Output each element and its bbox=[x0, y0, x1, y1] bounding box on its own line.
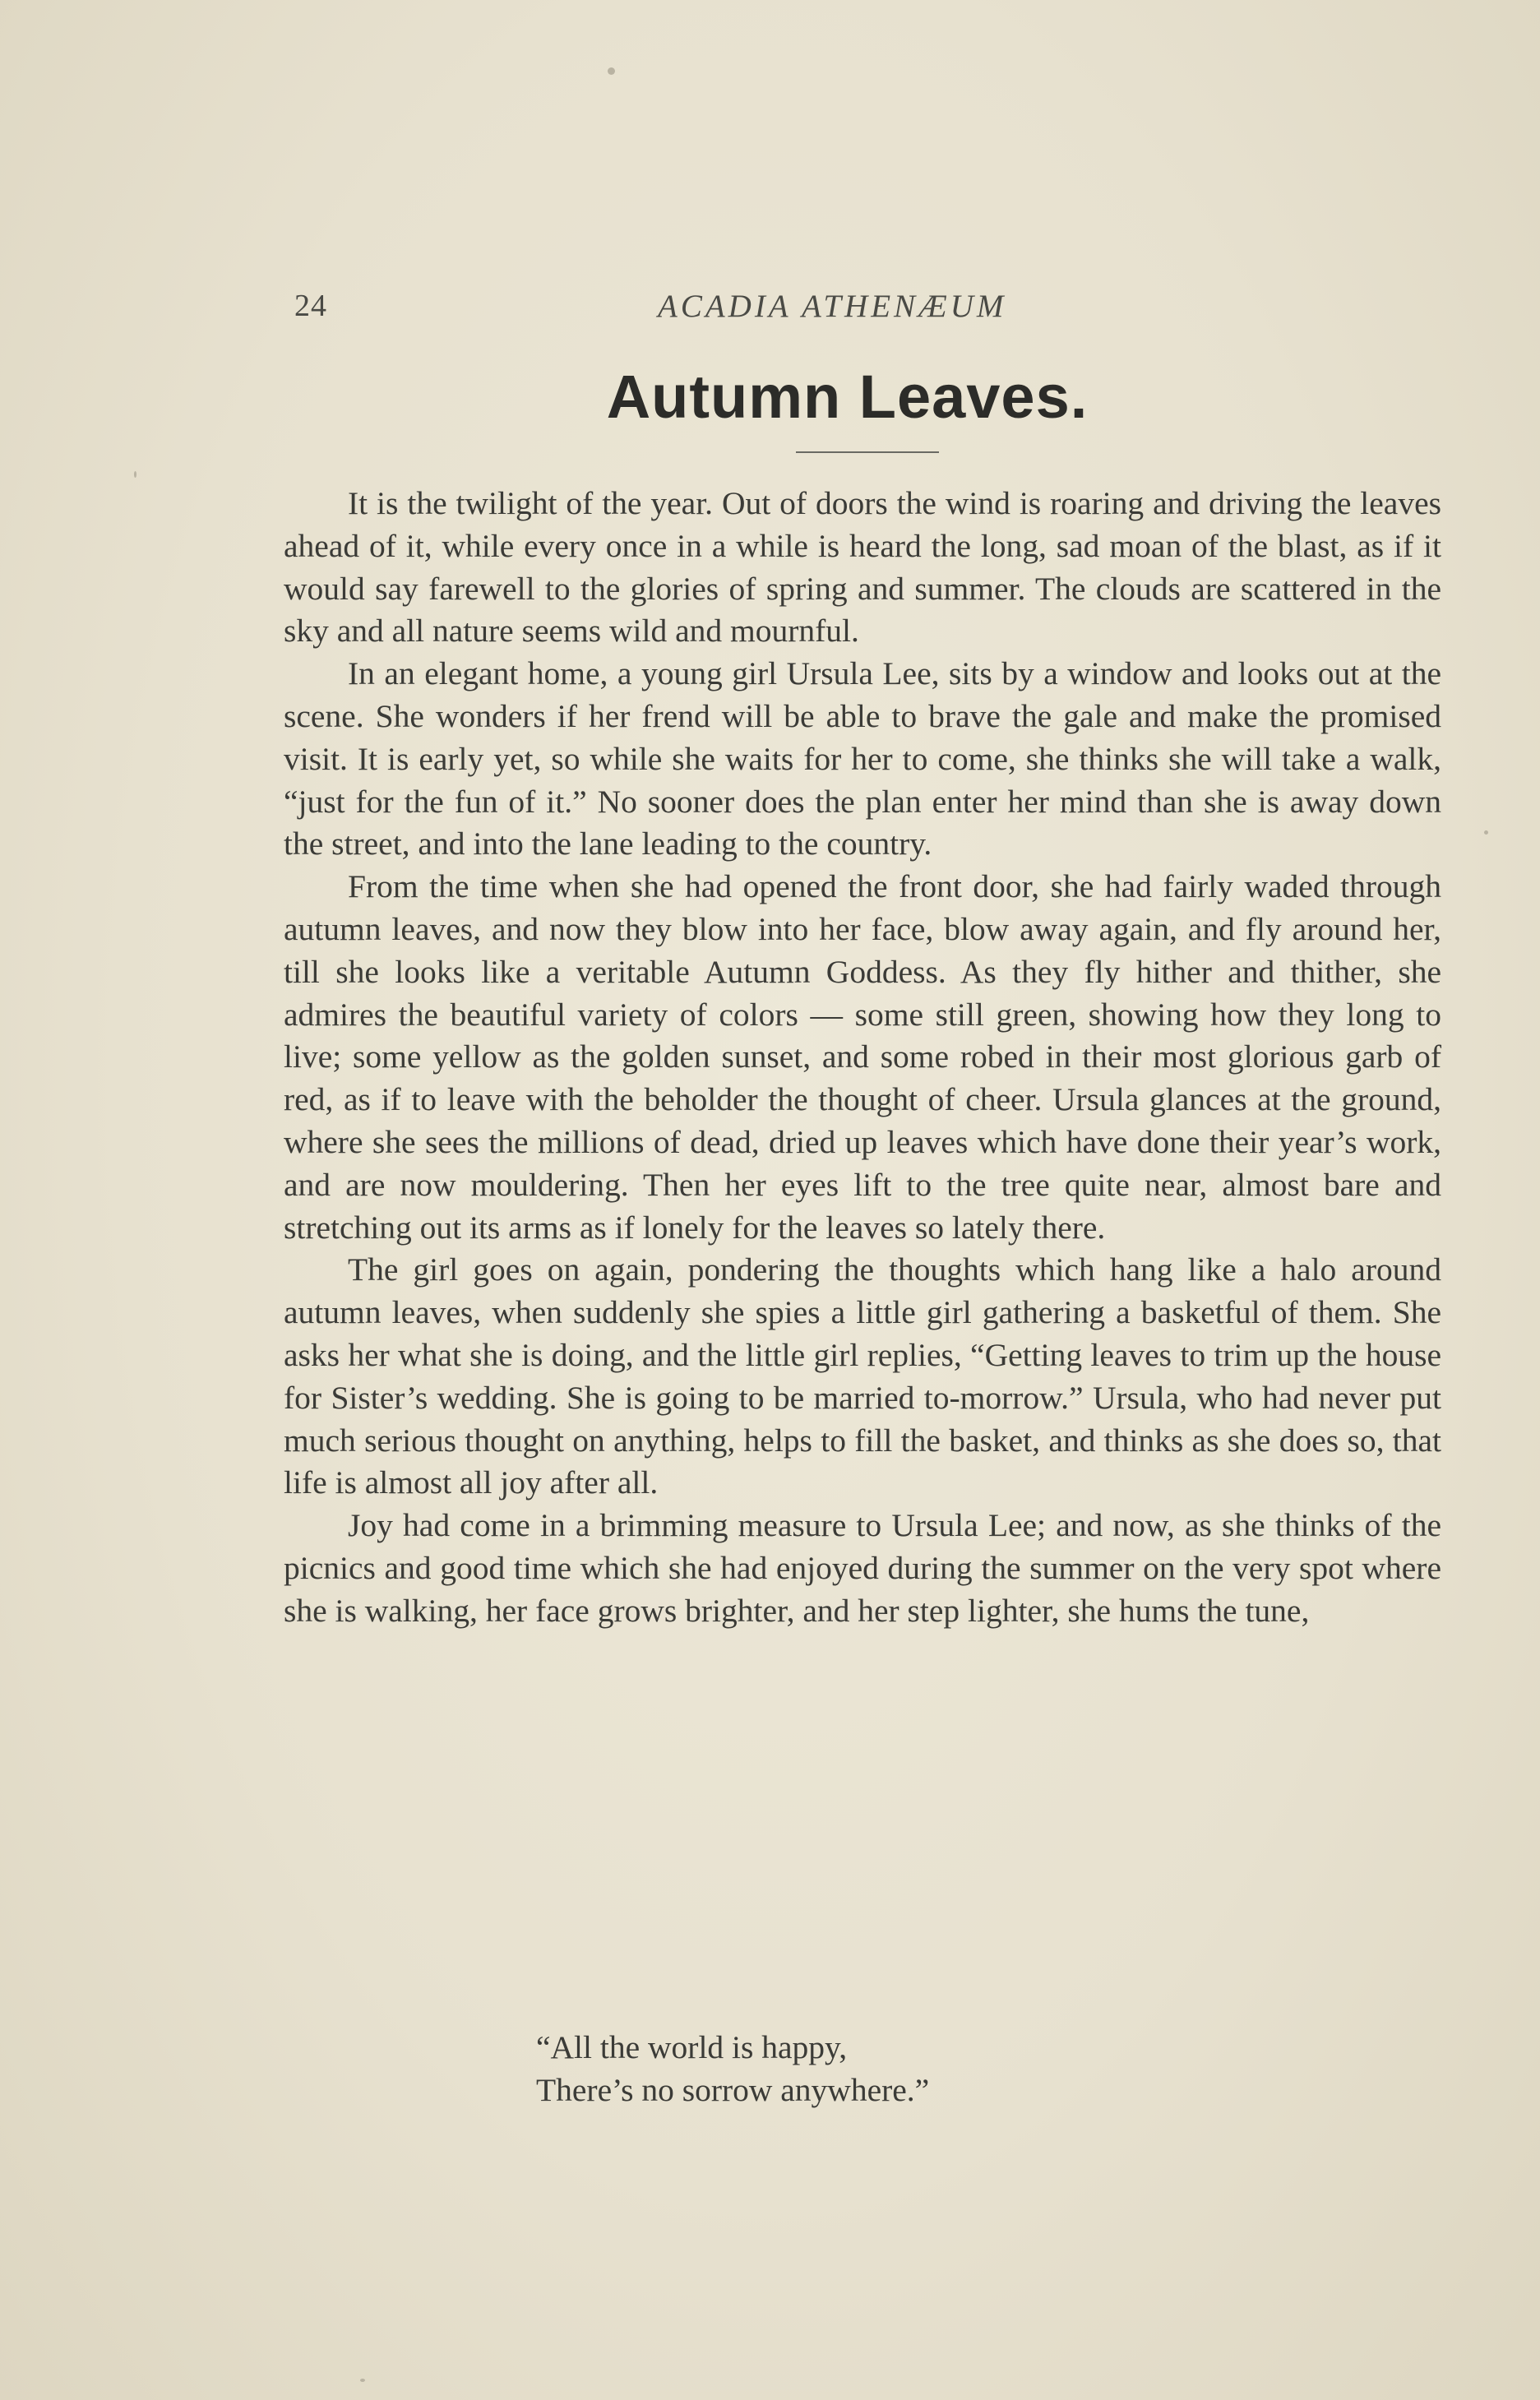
paper-speck bbox=[608, 67, 615, 75]
paragraph: Joy had come in a brimming measure to Ursula Lee; and now, as she thinks of the picnics and good time which she had enjoyed during the summer on the very spot where she is walking, her face grows brighter, and her step lighter, she hums the tune, bbox=[284, 1507, 1441, 1629]
verse-quote bbox=[536, 2027, 929, 2112]
title-divider bbox=[796, 451, 939, 453]
paragraph: From the time when she had opened the front door, she had fairly waded through autumn leaves, and now they blow into her face, blow away again, and fly around her, till she looks like a veritable Autumn Goddess. As they fly hither and thither, she admires the beautiful variety of colors — some still green, showing how they long to live; some yellow as the golden sunset, and some robed in their most glorious garb of red, as if to leave with the beholder the thought of cheer. Ursula glances at the ground, where she sees the millions of dead, dried up leaves which have done their year’s work, and are now mouldering. Then her eyes lift to the tree quite near, almost bare and stretching out its arms as if lonely for the leaves so lately there. bbox=[284, 868, 1441, 1246]
paragraph: The girl goes on again, pondering the thoughts which hang like a halo around autumn leaves, when suddenly she spies a little girl gathering a basketful of them. She asks her what she is doing, and the little girl replies, “Getting leaves to trim up the house for Sister’s wedding. She is going to be married to-morrow.” Ursula, who had never put much serious thought on anything, helps to fill the basket, and thinks as she does so, that life is almost all joy after all. bbox=[284, 1251, 1441, 1501]
paragraph: In an elegant home, a young girl Ursula Lee, sits by a window and looks out at the scene. She wonders if her frend will be able to brave the gale and make the promised visit. It is early yet, so while she waits for her to come, she thinks she will take a walk, “just for the fun of it.” No sooner does the plan enter her mind than she is away down the street, and into the lane leading to the country. bbox=[284, 655, 1441, 862]
article-title: Autumn Leaves. bbox=[606, 363, 1089, 431]
paper-speck bbox=[1484, 830, 1488, 835]
page-number: 24 bbox=[294, 289, 327, 323]
article-body bbox=[284, 483, 1441, 1633]
page-header bbox=[294, 288, 1445, 331]
paragraph: It is the twilight of the year. Out of doors the wind is roaring and driving the leaves ahead of it, while every once in a while is heard the long, sad moan of the blast, as if it would say farewell to the glories of spring and summer. The clouds are scattered in the sky and all nature seems wild and mournful. bbox=[284, 485, 1441, 650]
paper-speck bbox=[134, 471, 136, 478]
running-head: ACADIA ATHENÆUM bbox=[658, 289, 1007, 324]
verse-line: “All the world is happy, bbox=[536, 2029, 848, 2065]
paper-speck bbox=[360, 2379, 365, 2382]
verse-line: There’s no sorrow anywhere.” bbox=[536, 2071, 930, 2108]
